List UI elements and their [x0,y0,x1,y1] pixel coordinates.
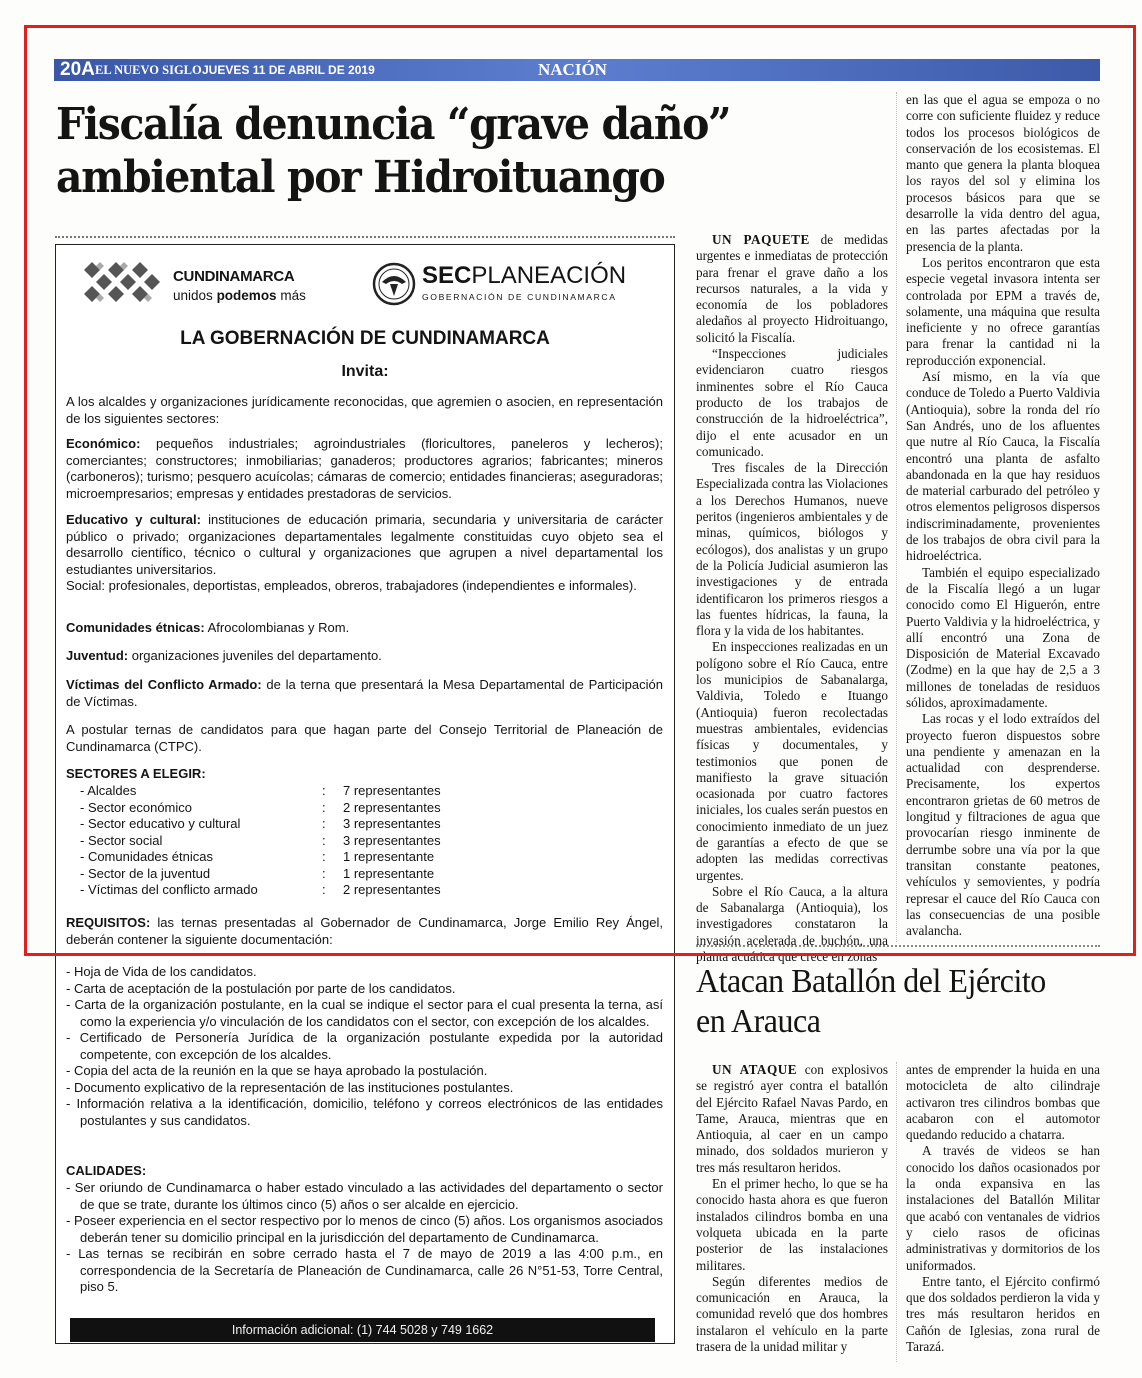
sector-name: - Sector económico [80,799,192,815]
article-paragraph [696,1062,888,1176]
paragraph-lead: UN ATAQUE [712,1062,798,1077]
sector-count: 1 representante [343,865,435,881]
article-paragraph [696,460,888,639]
paragraph-text: En el primer hecho, lo que se ha conocido hasta ahora es que fueron instalados cilindros bomba en una volqueta ubicada en la parte posterior de las instalaciones militares. [696,1176,888,1273]
paragraph-text: con explosivos se registró ayer contra el batallón del Ejército Rafael Navas Pardo, en Tame, Arauca, mientras que en Antioquia, al caer en un campo minado, dos soldados murieron y tres más resultaron heridos. [696,1062,888,1175]
calidad-item: - Las ternas se recibirán en sobre cerrado hasta el 7 de mayo de 2019 a las 4:00 p.m., en correspondencia de la Secretaría de Planeación de Cundinamarca, calle 26 N°51-53, Torre Central, piso 5. [66,1246,663,1294]
cundinamarca-logo-slogan [173,288,306,303]
requisitos-label: REQUISITOS: [66,915,151,930]
sector-count: 3 representantes [343,816,441,831]
etnicas-text: Afrocolombianas y Rom. [204,620,350,635]
sector-colon: : [322,816,326,831]
article-divider [696,945,1100,947]
sector-row [80,849,480,866]
sector-count: 1 representante [343,849,435,864]
sector-count: 7 representantes [343,783,441,798]
sector-name: - Sector de la juventud [80,865,211,881]
ad-top-divider [55,236,675,238]
sector-colon: : [322,783,326,798]
requisito-item: - Certificado de Personería Jurídica de la organización postulante expedida por la autoridad competente, con excepción de los alcaldes. [66,1030,663,1062]
sec-prefix: SEC [422,262,472,289]
paragraph-text: A través de videos se han conocido los daños ocasionados por la onda expansiva en las instalaciones del Batallón Militar que acabó con ventanales de vidrios y cielo rasos de oficinas administrativas y dormitorios de los uniformados. [906,1143,1100,1273]
calidades-list [66,1180,663,1296]
paragraph-text: Tres fiscales de la Dirección Especializada contra las Violaciones a los Derechos Humanos, nueve peritos (ingenieros ambientales y de minas, químicos, biólogos y ecólogos), dos analistas y un grupo de la Policía Judicial asumieron las investigaciones y de entrada identificaron los primeros riesgos a las fuentes hídricas, la fauna, la flora y la vida de los habitantes. [696,460,888,639]
sector-name: - Sector social [80,832,163,848]
requisito-item: - Hoja de Vida de los candidatos. [66,964,257,979]
column-rule-2 [896,1062,897,1362]
ad-economico-paragraph [66,436,663,502]
cundinamarca-emblem-icon [80,262,168,310]
sectors-heading: SECTORES A ELEGIR: [66,766,206,781]
article-paragraph [696,232,888,346]
sector-name: - Comunidades étnicas [80,849,213,864]
paragraph-text: Así mismo, en la vía que conduce de Toledo a Puerto Valdivia (Antioquia), sobre la ronda del río San Andrés, uno de los afluentes que nutre al Río Cauca, la Fiscalía encontró una planta de asfalto abandonada en la que hay residuos de material carburado del petróleo y otros elementos peligrosos dispersos indiscriminadamente, provenientes de los trabajos de obra civil para la hidroeléctrica. [906,369,1100,564]
ad-requisitos-paragraph [66,915,663,948]
sector-row [80,882,480,899]
paragraph-text: “Inspecciones judiciales evidenciaron cuatro riesgos inminentes sobre el Río Cauca producto de los trabajos de construcción de la hidroeléctrica”, dijo el ente acusador en un comunicado. [696,346,888,459]
article-paragraph [906,1143,1100,1273]
main-headline: Fiscalía denuncia “grave daño” ambiental por Hidroituango [56,99,731,203]
sector-name: - Alcaldes [80,783,137,798]
planeacion-word: PLANEACIÓN [471,262,627,289]
article-paragraph [906,565,1100,712]
requisito-item: - Copia del acta de la reunión en la que se haya aprobado la postulación. [66,1063,488,1078]
requisito-item: - Documento explicativo de la representación de las instituciones postulantes. [66,1079,514,1095]
article-paragraph [906,369,1100,565]
column-rule [896,92,897,942]
page-number: 20A [60,59,95,80]
paragraph-text: También el equipo especializado de la Fiscalía llegó a un lugar conocido como El Higuerón, entre Puerto Valdivia y la hidroeléctrica, y allí encontró una Zona de Disposición de Material Excavado (Zodme) en la que hay de 2,5 a 3 millones de toneladas de residuos sólidos, aproximadamente. [906,564,1100,710]
sector-count: 3 representantes [343,832,441,848]
requisito-item: - Carta de la organización postulante, en la cual se indique el sector para el cual presenta la terna, así como la experiencia y/o vinculación de los candidatos con el sector, con excepción de los alcaldes. [66,997,663,1029]
issue-date: JUEVES 11 DE ABRIL DE 2019 [202,63,375,77]
sector-row [80,816,480,833]
sector-colon: : [322,882,326,897]
additional-info-bar: Información adicional: (1) 744 5028 y 749 1662 [70,1318,655,1342]
paragraph-lead: UN PAQUETE [712,232,810,247]
article2-headline: Atacan Batallón del Ejército en Arauca [696,963,1046,1040]
sector-colon: : [322,865,326,881]
slogan-word-2: podemos [216,288,277,303]
calidad-item: - Poseer experiencia en el sector respectivo por lo menos de cinco (5) años. Los organismos asociados deberán tener su domicilio principal en la jurisdicción del departamento de Cundinamarca. [66,1213,663,1245]
sector-count: 2 representantes [343,799,441,815]
paragraph-text: En inspecciones realizadas en un polígono sobre el Río Cauca, entre los municipios de Sabanalarga, Valdivia, Toledo e Ituango (Antioquia) fueron recolectadas muestras ambientales, evidencias físicas y documentales, y testimonios que ponen de manifiesto la grave situación ocasionada por cuatro factores iniciales, los cuales serán puestos en conocimiento inmediato de un juez de garantías a efecto de que se adopten las medidas correctivas urgentes. [696,639,888,883]
requisitos-list [66,964,663,1129]
cundinamarca-logo-name: CUNDINAMARCA [173,268,295,285]
slogan-word-1: unidos [173,288,213,303]
paragraph-text: Sobre el Río Cauca, a la altura de Sabanalarga (Antioquia), los investigadores constataron la invasión acelerada de buchón, una planta acuática que crece en zonas [696,883,888,965]
victimas-text: de la terna que presentará la Mesa Departamental de Participación de Víctimas. [66,677,663,709]
article-paragraph [906,1274,1100,1355]
calidades-heading: CALIDADES: [66,1163,147,1178]
secplaneacion-subtitle: GOBERNACIÓN DE CUNDINAMARCA [422,292,617,302]
section-name: NACIÓN [538,60,607,79]
requisito-item: - Carta de aceptación de la postulación por parte de los candidatos. [66,980,456,996]
article-paragraph [696,1274,888,1355]
educativo-label: Educativo y cultural: [66,512,201,527]
economico-label: Económico: [66,436,141,451]
ad-postular-paragraph: A postular ternas de candidatos para que hagan parte del Consejo Territorial de Planeación de Cundinamarca (CTPC). [66,722,663,754]
juventud-text: organizaciones juveniles del departamento. [128,648,382,663]
article-paragraph [906,92,1100,255]
paragraph-text: antes de emprender la huida en una motocicleta de alto cilindraje activaron tres cilindros bombas que acabaron con el automotor quedando reducido a chatarra. [906,1062,1100,1143]
requisitos-text: las ternas presentadas al Gobernador de Cundinamarca, Jorge Emilio Rey Ángel, deberán contener la siguiente documentación: [66,915,663,947]
paragraph-text: Los peritos encontraron que esta especie vegetal invasora intenta ser controlada por EPM a través de, solamente, una máquina que resulta ineficiente y no ofrece garantías para frenar la cantidad ni la reproducción exponencial. [906,254,1100,368]
sector-colon: : [322,849,326,864]
article-paragraph [696,1176,888,1274]
paragraph-text: de medidas urgentes e inmediatas de protección para frenar el grave daño a los recursos naturales, a la vida y economía de los pobladores aledaños al proyecto Hidroituango, solicitó la Fiscalía. [696,232,888,345]
economico-text: pequeños industriales; agroindustriales (floricultores, paneleros y lecheros); comerciantes; constructores; inmobiliarias; ganaderos; productores agrarios; fabricantes; mineros (carboneros); turismo; pesquero acuícolas; cámaras de comercio; entidades financieras; aseguradoras; microempresarios; empresas y entidades prestadoras de servicios. [66,436,663,501]
sector-colon: : [322,799,326,815]
sector-colon: : [322,832,326,848]
article-paragraph [696,639,888,883]
newspaper-name: EL NUEVO SIGLO [95,63,202,77]
juventud-label: Juventud: [66,648,129,663]
article1-column-1 [696,232,888,965]
ad-educativo-paragraph [66,512,663,578]
ad-invita-heading: Invita: [341,363,389,380]
article-paragraph [696,884,888,965]
cundinamarca-logo [80,262,330,310]
sector-name: - Sector educativo y cultural [80,816,241,831]
victimas-label: Víctimas del Conflicto Armado: [66,677,262,692]
page-header-bar [54,59,1100,81]
article-paragraph [906,1062,1100,1143]
paragraph-text: Entre tanto, el Ejército confirmó que dos soldados perdieron la vida y tres más resultaron heridos en Cañón de Iglesias, zona rural de Tarazá. [906,1273,1100,1355]
paragraph-text: en las que el agua se empoza o no corre con suficiente fluidez y reduce todos los procesos biológicos de conservación de los ecosistemas. El manto que genera la planta bloquea los rayos del sol y elimina los procesos básicos para que se desarrolle la vida dentro del agua, en las partes afectadas por la presencia de la planta. [906,92,1100,254]
ad-victimas-paragraph [66,677,663,710]
secplaneacion-logo [372,262,652,310]
article-paragraph [906,255,1100,369]
calidad-item: - Ser oriundo de Cundinamarca o haber estado vinculado a las actividades del departamento o sector de que se trate, durante los últimos cinco (5) años o ser alcalde en ejercicio. [66,1180,663,1212]
sector-row [80,800,480,817]
sector-name: - Víctimas del conflicto armado [80,882,258,897]
ad-title: LA GOBERNACIÓN DE CUNDINAMARCA [180,328,550,349]
sector-count: 2 representantes [343,882,441,897]
ad-etnicas-paragraph [66,620,663,637]
slogan-word-3: más [280,288,306,303]
sector-row [80,783,480,800]
article2-column-1 [696,1062,888,1355]
article-paragraph [696,346,888,460]
article-paragraph [906,711,1100,939]
sector-row [80,866,480,883]
etnicas-label: Comunidades étnicas: [66,620,205,635]
educativo-text: instituciones de educación primaria, secundaria y universitaria de carácter público o privado; organizaciones departamentales legalmente constituidas cuyo objeto sea el desarrollo científico, técnico o cultural y organizaciones que agrupen a nivel departamental los estudiantes universitarios. [66,512,663,577]
paragraph-text: Según diferentes medios de comunicación en Arauca, la comunidad reveló que dos hombres instalaron el vehículo en la parte trasera de la unidad militar y [696,1273,888,1355]
article2-column-2 [906,1062,1100,1355]
requisito-item: - Información relativa a la identificación, domicilio, teléfono y correos electrónicos de las entidades postulantes y sus candidatos. [66,1096,663,1128]
ad-juventud-paragraph [66,648,663,665]
ad-intro: A los alcaldes y organizaciones jurídicamente reconocidas, que agremien o asocien, en representación de los siguientes sectores: [66,394,663,426]
sector-row [80,833,480,850]
paragraph-text: Las rocas y el lodo extraídos del proyecto fueron dispuestos sobre una pendiente y amenazan en la actualidad con desprenderse. Precisamente, los expertos encontraron grietas de 60 metros de longitud y filtraciones de agua que provocarían riesgo inminente de derrumbe sobre una vía por la que transitan constante peatones, vehículos y semovientes, y podría represar el cauce del Río Cauca con las consecuencias de una posible avalancha. [906,711,1100,939]
secplaneacion-name [422,262,626,290]
ad-social-paragraph: Social: profesionales, deportistas, empleados, obreros, trabajadores (independientes e informales). [66,578,637,593]
seal-icon [372,262,416,306]
article1-column-2 [906,92,1100,939]
